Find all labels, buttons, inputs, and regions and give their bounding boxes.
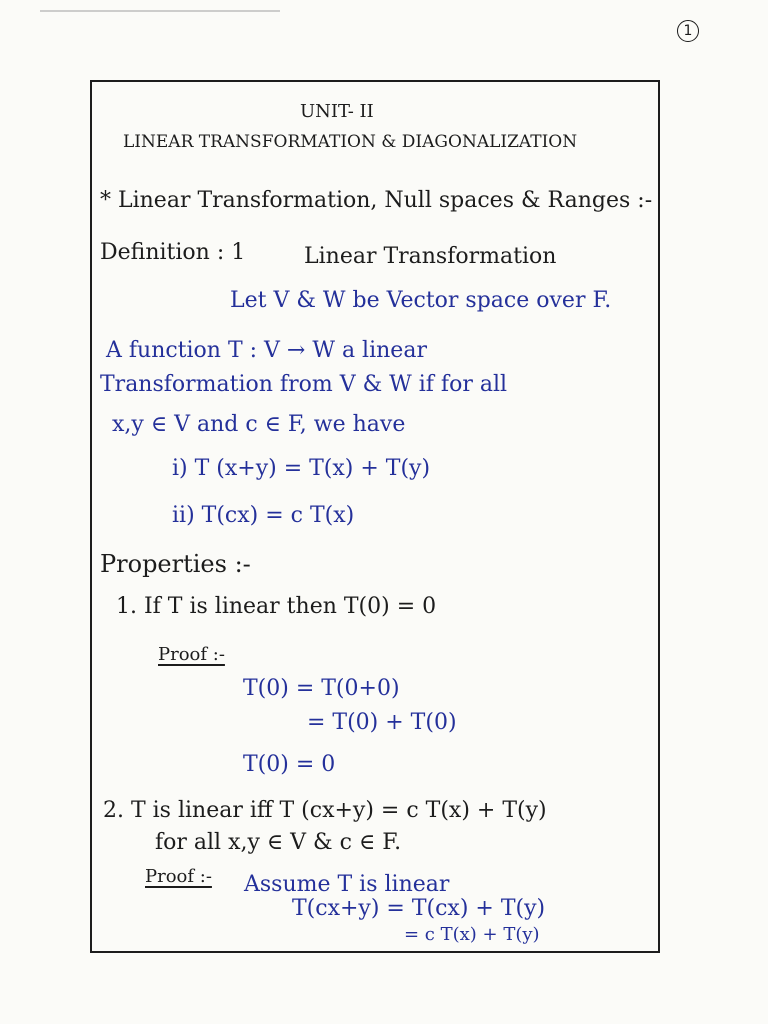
proof-1-label: Proof :-: [158, 644, 225, 665]
condition-2: ii) T(cx) = c T(x): [172, 503, 355, 528]
scan-artifact: [40, 10, 280, 12]
proof-2-line-2: T(cx+y) = T(cx) + T(y): [292, 896, 546, 921]
definition-line-2: A function T : V → W a linear: [106, 338, 427, 363]
proof-2-label: Proof :-: [145, 866, 212, 887]
property-2-line-2: for all x,y ∈ V & c ∈ F.: [155, 830, 402, 855]
proof-1-line-1: T(0) = T(0+0): [243, 676, 400, 701]
proof-2-line-3: = c T(x) + T(y): [404, 924, 540, 945]
definition-label: Definition : 1: [100, 240, 246, 265]
unit-heading: UNIT- II: [300, 101, 374, 122]
page-number: 1: [677, 20, 699, 42]
page-title: LINEAR TRANSFORMATION & DIAGONALIZATION: [123, 132, 578, 152]
definition-line-4: x,y ∈ V and c ∈ F, we have: [112, 412, 406, 437]
property-1: 1. If T is linear then T(0) = 0: [116, 594, 437, 619]
section-heading: * Linear Transformation, Null spaces & Ranges :-: [100, 188, 653, 213]
properties-heading: Properties :-: [100, 550, 251, 578]
proof-1-line-2: = T(0) + T(0): [307, 710, 457, 735]
property-2-line-1: 2. T is linear iff T (cx+y) = c T(x) + T(y): [103, 798, 547, 823]
condition-1: i) T (x+y) = T(x) + T(y): [172, 456, 431, 481]
proof-1-line-3: T(0) = 0: [243, 752, 336, 777]
proof-2-line-1: Assume T is linear: [244, 872, 450, 897]
definition-line-3: Transformation from V & W if for all: [100, 372, 508, 397]
definition-name: Linear Transformation: [304, 244, 557, 269]
definition-line-1: Let V & W be Vector space over F.: [230, 288, 612, 313]
